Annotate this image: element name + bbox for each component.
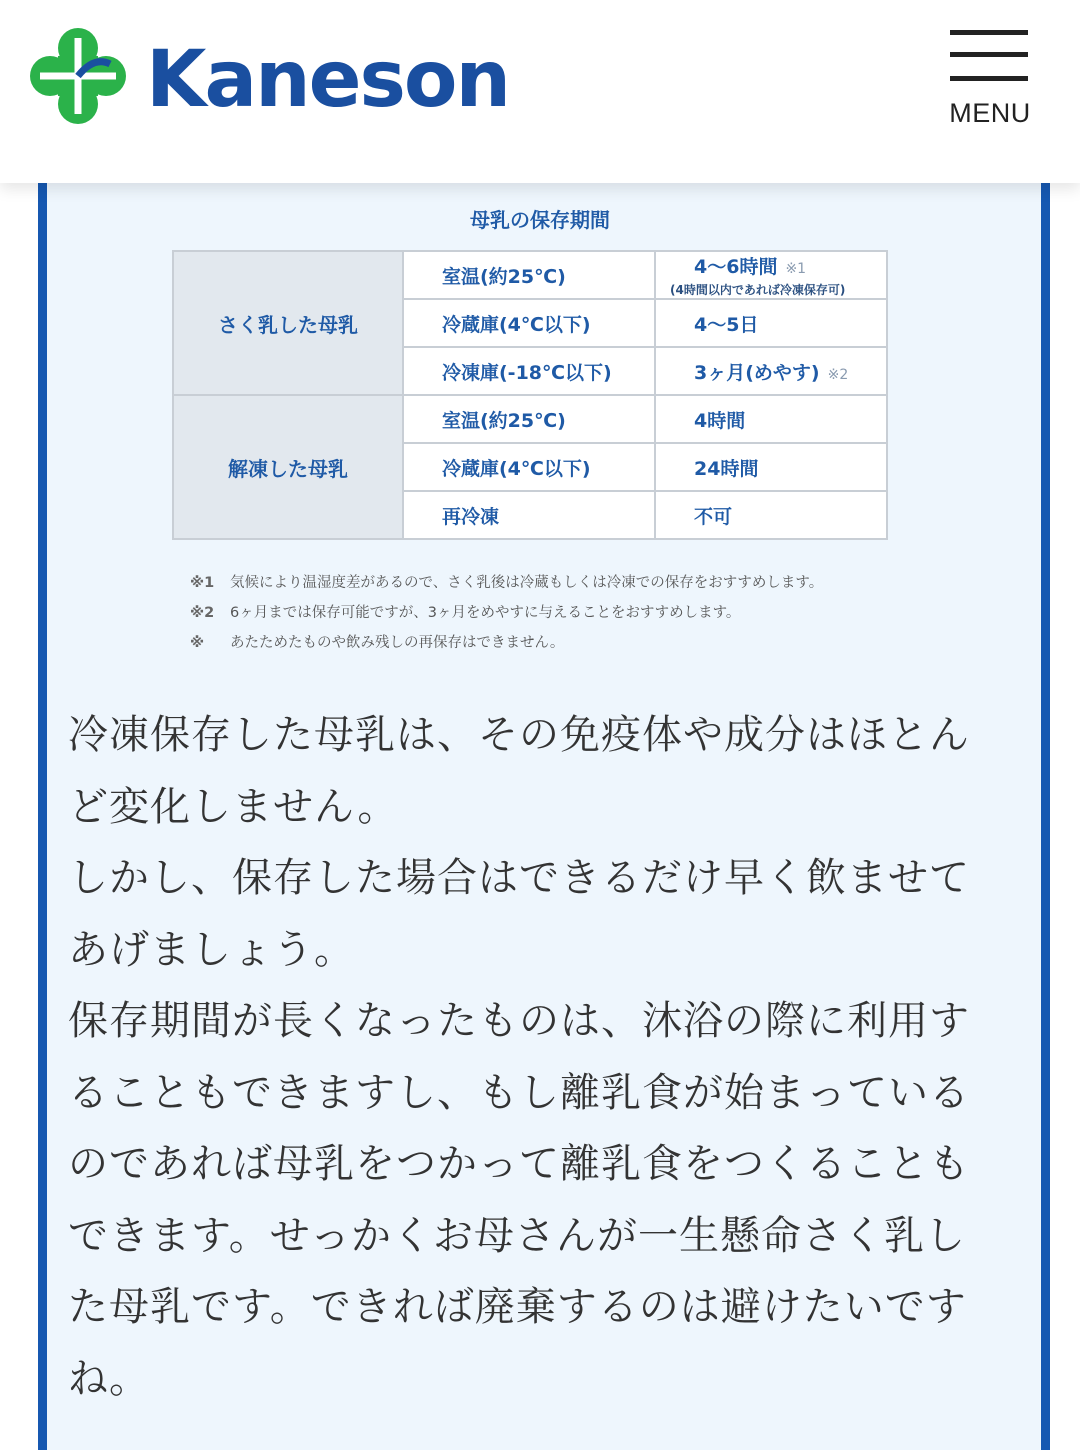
footnote-text: 気候により温湿度差があるので、さく乳後は冷蔵もしくは冷凍での保存をおすすめします。	[230, 575, 824, 591]
footnote-mark: ※1	[190, 575, 215, 591]
condition-cell: 冷蔵庫(4℃以下)	[403, 299, 655, 347]
duration-value: 3ヶ月(めやす)	[694, 361, 820, 384]
storage-period-table	[172, 250, 888, 540]
menu-bar-line	[950, 30, 1028, 35]
table-footnotes	[190, 568, 910, 658]
condition-cell: 再冷凍	[403, 491, 655, 539]
duration-value: 24時間	[694, 457, 759, 480]
site-header	[0, 0, 1080, 183]
menu-bar-line	[950, 52, 1028, 57]
group-label: 解凍した母乳	[173, 395, 403, 539]
article-paragraph: 保存期間が長くなったものは、沐浴の際に利用することもできますし、もし離乳食が始まっているのであれば母乳をつかって離乳食をつくることもできます。せっかくお母さんが一生懸命さく乳した母乳です。できれば廃棄するのは避けたいですね。	[68, 998, 970, 1402]
footnote-text: あたためたものや飲み残しの再保存はできません。	[230, 635, 565, 651]
site-logo[interactable]	[28, 26, 510, 126]
footnote-ref: ※1	[785, 261, 807, 277]
duration-value: 4時間	[694, 409, 746, 432]
storage-table-title: 母乳の保存期間	[470, 208, 610, 232]
duration-value: 不可	[694, 505, 733, 528]
footnote-mark: ※	[190, 635, 205, 651]
footnote-ref: ※2	[827, 366, 849, 383]
article-body	[68, 700, 1003, 1415]
article-paragraph: 冷凍保存した母乳は、その免疫体や成分はほとんど変化しません。	[68, 712, 970, 830]
condition-cell: 冷凍庫(-18℃以下)	[403, 347, 655, 395]
duration-cell	[655, 491, 887, 539]
article-paragraph: しかし、保存した場合はできるだけ早く飲ませてあげましょう。	[68, 855, 970, 973]
duration-cell	[655, 299, 887, 347]
menu-button[interactable]	[944, 26, 1036, 136]
table-row	[173, 395, 887, 443]
duration-cell	[655, 347, 887, 395]
group-label: さく乳した母乳	[173, 251, 403, 395]
clover-logo-icon	[28, 26, 128, 126]
condition-cell: 室温(約25℃)	[403, 395, 655, 443]
duration-cell	[655, 251, 887, 299]
table-row	[173, 251, 887, 299]
condition-cell: 冷蔵庫(4℃以下)	[403, 443, 655, 491]
menu-label: MENU	[949, 98, 1031, 128]
duration-value: 4〜5日	[694, 313, 759, 336]
menu-bar-line	[950, 76, 1028, 81]
footnote-text: 6ヶ月までは保存可能ですが、3ヶ月をめやすに与えることをおすすめします。	[230, 605, 741, 621]
footnote	[190, 568, 910, 598]
duration-cell	[655, 443, 887, 491]
condition-cell: 室温(約25℃)	[403, 251, 655, 299]
footnote-mark: ※2	[190, 605, 215, 621]
footnote	[190, 628, 910, 658]
footnote	[190, 598, 910, 628]
duration-cell	[655, 395, 887, 443]
brand-name: Kaneson	[146, 35, 510, 125]
duration-value: 4〜6時間	[694, 256, 778, 278]
duration-sub-note: (4時間以内であれば冷凍保存可)	[670, 283, 846, 297]
